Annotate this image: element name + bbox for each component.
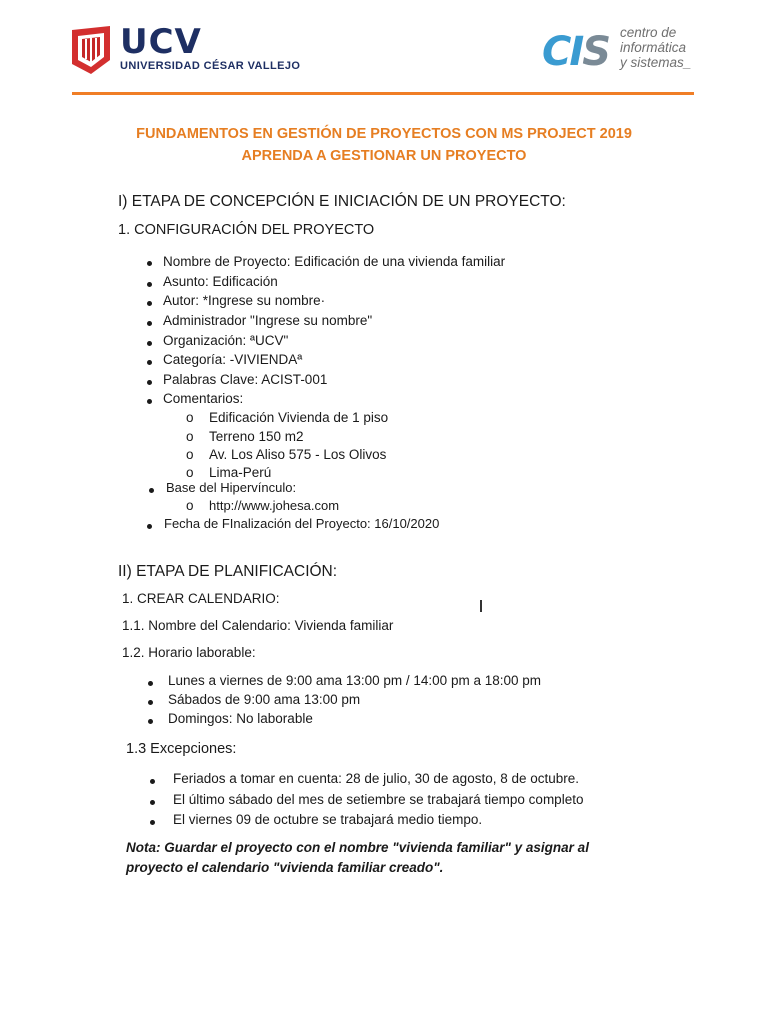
comment-item: Terreno 150 m2 [209, 429, 304, 444]
cis-line-1: centro de [620, 25, 677, 40]
list-item: Nombre de Proyecto: Edificación de una vivienda familiar [163, 254, 506, 269]
ucv-subtitle: UNIVERSIDAD CÉSAR VALLEJO [120, 60, 301, 72]
bullet-icon [149, 488, 154, 493]
schedule-item: Lunes a viernes de 9:00 ama 13:00 pm / 14:00 pm a 18:00 pm [168, 673, 541, 688]
comment-item: Edificación Vivienda de 1 piso [209, 410, 389, 425]
bullet-icon [147, 341, 152, 346]
ucv-wordmark: UCV [120, 22, 202, 62]
document-subtitle: APRENDA A GESTIONAR UN PROYECTO [241, 148, 527, 164]
section1-heading: I) ETAPA DE CONCEPCIÓN E INICIACIÓN DE UN PROYECTO: [118, 193, 566, 210]
schedule-item: Sábados de 9:00 ama 13:00 pm [168, 692, 361, 707]
list-item: Organización: ªUCV" [163, 333, 289, 348]
bullet-icon [147, 380, 152, 385]
comment-item: Av. Los Aliso 575 - Los Olivos [209, 447, 387, 462]
section2-heading: II) ETAPA DE PLANIFICACIÓN: [118, 563, 338, 580]
ucv-logo [72, 22, 312, 78]
exception-item: El viernes 09 de octubre se trabajará medio tiempo. [173, 812, 483, 827]
list-item: Categoría: -VIVIENDAª [163, 352, 303, 367]
bullet-icon [150, 779, 155, 784]
exceptions-heading: 1.3 Excepciones: [126, 741, 237, 757]
schedule-item: Domingos: No laborable [168, 711, 313, 726]
bullet-icon [150, 820, 155, 825]
circle-bullet-icon: o [186, 410, 194, 425]
bullet-icon [147, 261, 152, 266]
bullet-icon [147, 321, 152, 326]
circle-bullet-icon: o [186, 447, 194, 462]
list-item: Administrador "Ingrese su nombre" [163, 313, 373, 328]
list-item: Palabras Clave: ACIST-001 [163, 372, 328, 387]
exception-item: Feriados a tomar en cuenta: 28 de julio, 30 de agosto, 8 de octubre. [173, 771, 580, 786]
calendar-subheading: 1. CREAR CALENDARIO: [122, 591, 280, 606]
header-divider [72, 92, 694, 95]
bullet-icon [147, 282, 152, 287]
text-cursor-mark [480, 600, 482, 612]
bullet-icon [148, 719, 153, 724]
working-hours-heading: 1.2. Horario laborable: [122, 645, 256, 660]
calendar-name: 1.1. Nombre del Calendario: Vivienda familiar [122, 618, 394, 633]
document-title: FUNDAMENTOS EN GESTIÓN DE PROYECTOS CON MS PROJECT 2019 [136, 126, 632, 142]
bullet-icon [147, 399, 152, 404]
end-date-item: Fecha de FInalización del Proyecto: 16/10/2020 [164, 516, 440, 531]
cis-line-2: informática [620, 40, 687, 55]
list-item: Autor: *Ingrese su nombre· [163, 293, 326, 308]
hyperlink-label: Base del Hipervínculo: [166, 480, 297, 495]
circle-bullet-icon: o [186, 498, 194, 513]
note-line-1: Nota: Guardar el proyecto con el nombre "vivienda familiar" y asignar al [126, 840, 589, 855]
section1-subheading: 1. CONFIGURACIÓN DEL PROYECTO [118, 222, 375, 238]
bullet-icon [147, 301, 152, 306]
list-item: Asunto: Edificación [163, 274, 278, 289]
ucv-shield-icon [72, 26, 110, 74]
cis-mark-icon: CIS [542, 29, 610, 75]
note-line-2: proyecto el calendario "vivienda familiar creado". [126, 860, 444, 875]
bullet-icon [147, 524, 152, 529]
bullet-icon [150, 800, 155, 805]
cis-text [620, 25, 691, 70]
exception-item: El último sábado del mes de setiembre se trabajará tiempo completo [173, 792, 584, 807]
hyperlink-value: http://www.johesa.com [209, 498, 340, 513]
bullet-icon [147, 360, 152, 365]
comment-item: Lima-Perú [209, 465, 272, 480]
list-item: Comentarios: [163, 391, 244, 406]
bullet-icon [148, 700, 153, 705]
cis-line-3: y sistemas_ [620, 55, 692, 70]
cis-logo [542, 25, 722, 75]
circle-bullet-icon: o [186, 465, 194, 480]
circle-bullet-icon: o [186, 429, 194, 444]
bullet-icon [148, 681, 153, 686]
